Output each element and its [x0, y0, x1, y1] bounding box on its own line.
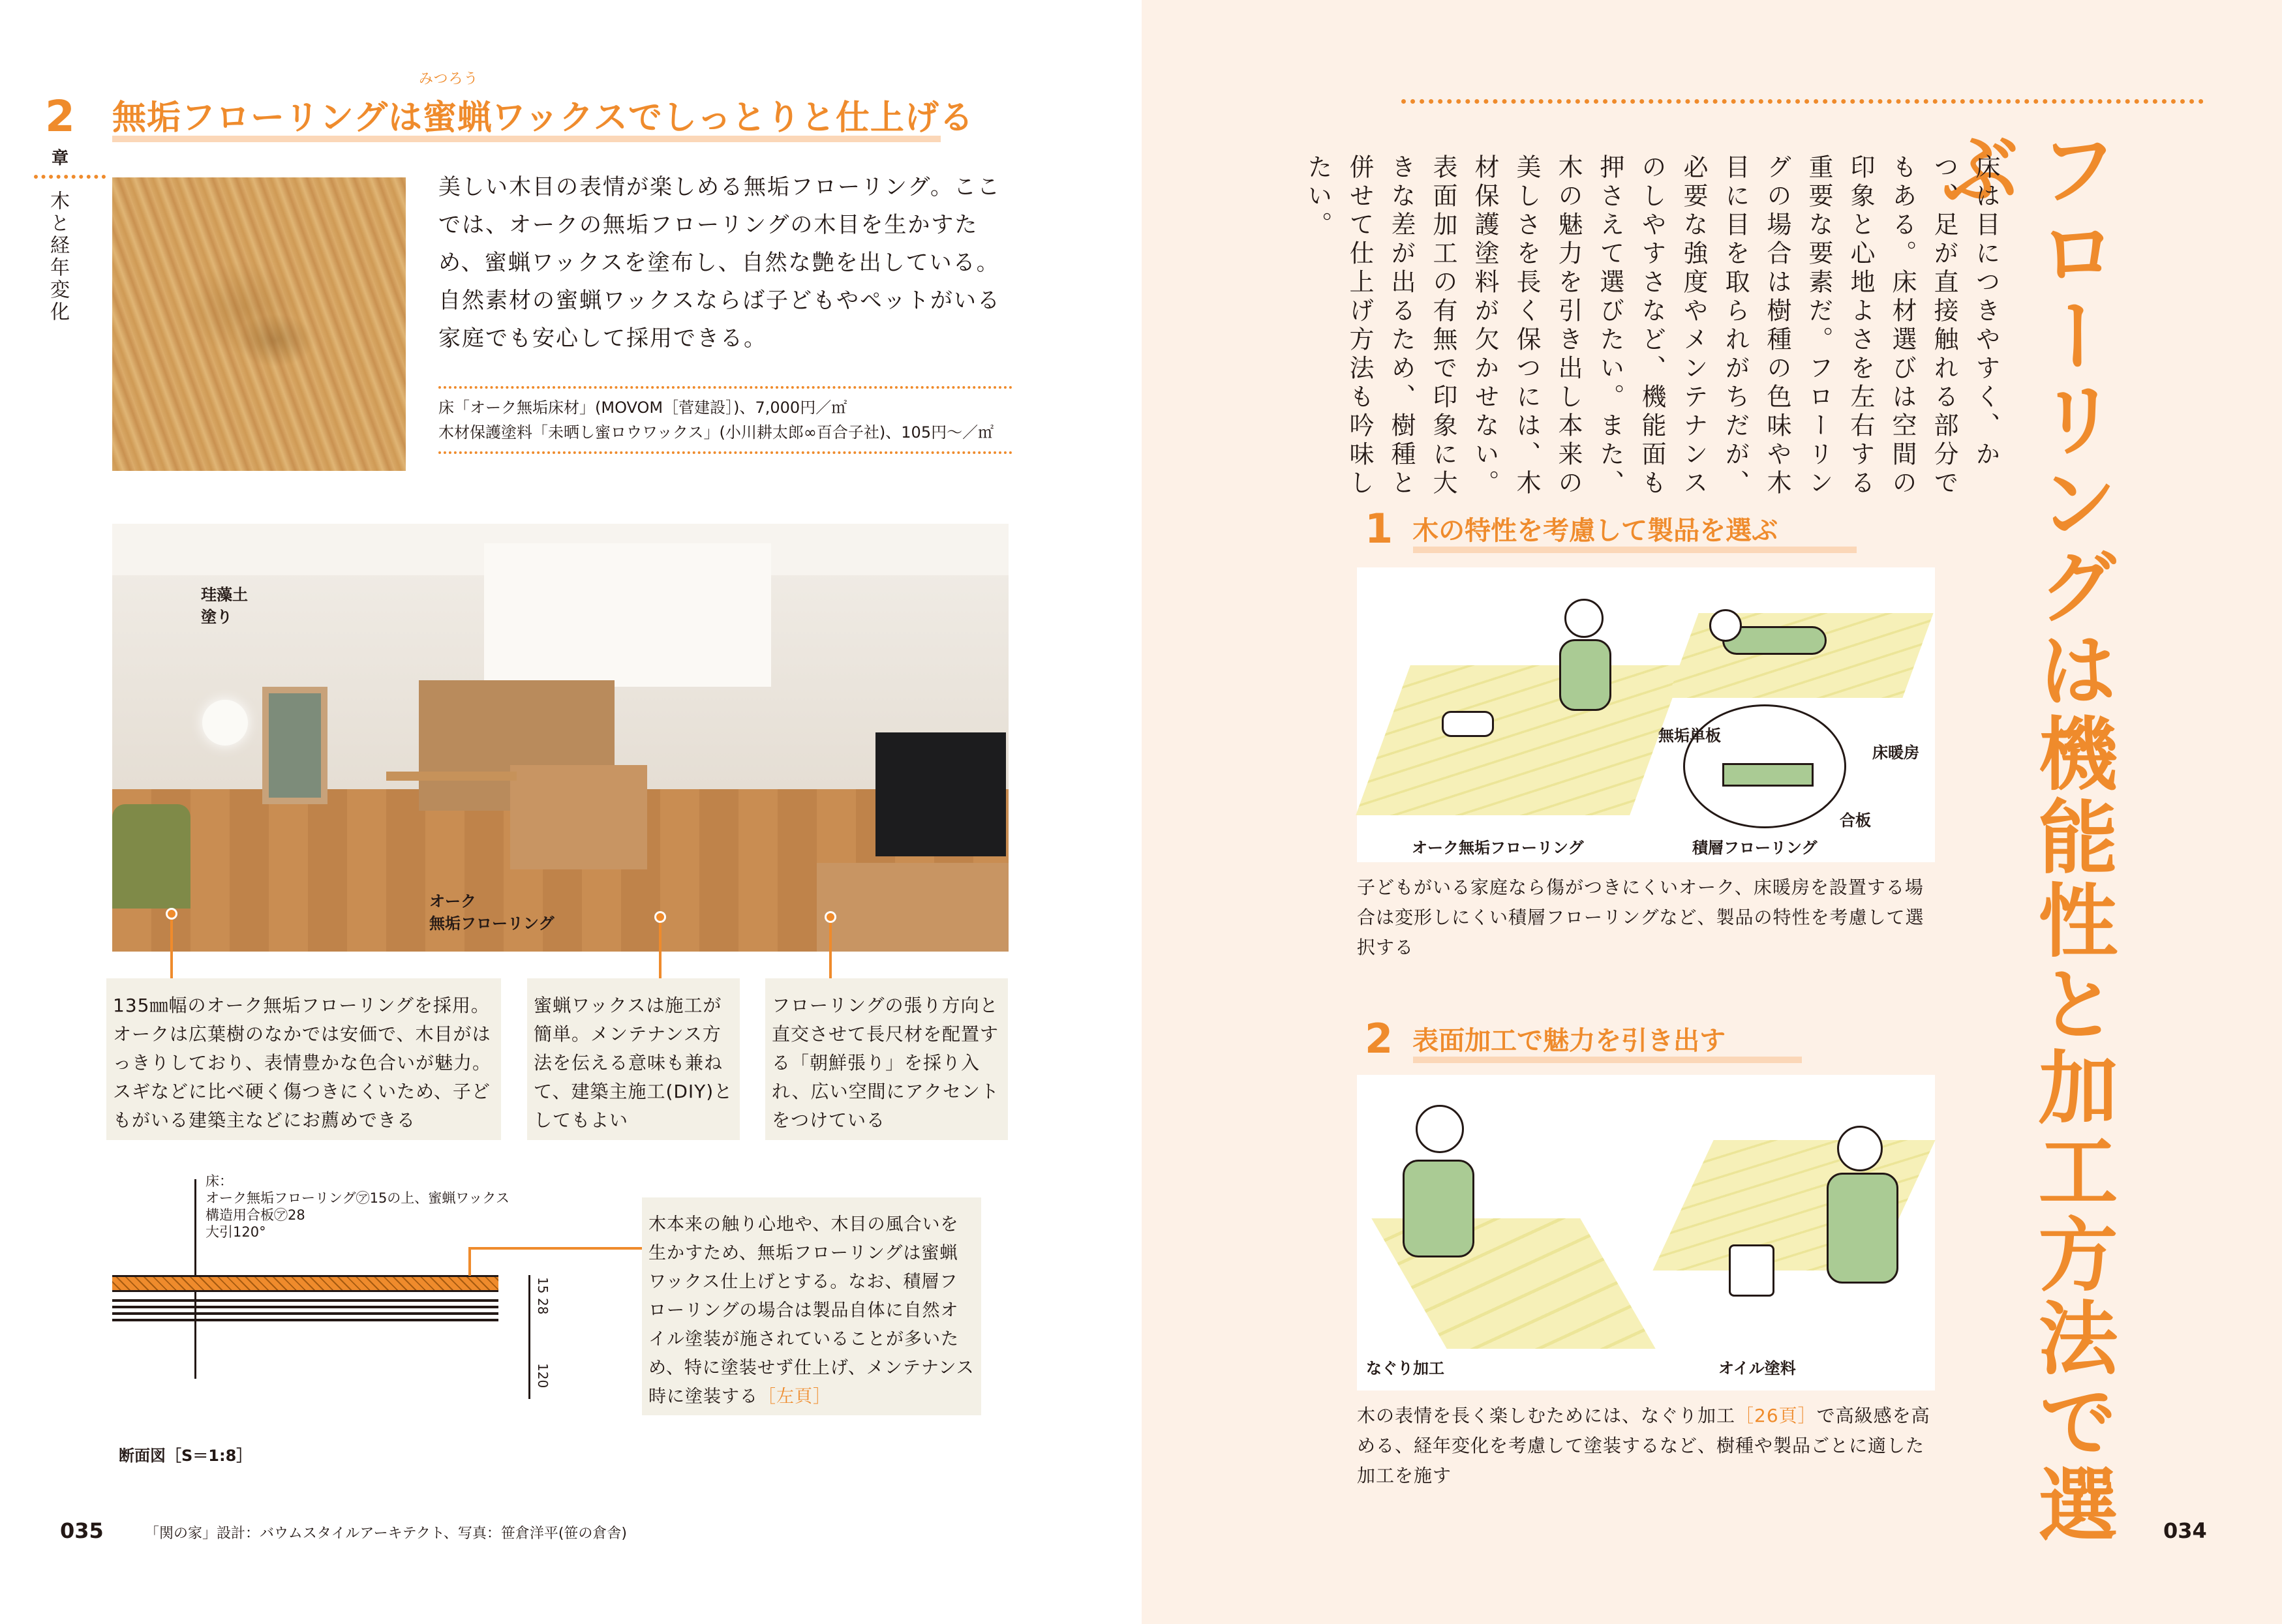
- child-figure-head: [1564, 599, 1604, 638]
- chapter-kanji: 章: [51, 149, 68, 168]
- child-figure-body: [1559, 639, 1611, 711]
- label-oak-flooring: オーク無垢フローリング: [1412, 839, 1584, 857]
- spec-line-coating: 木材保護塗料「未晒し蜜ロウワックス」(小川耕太郎∞百合子社)、105円〜／㎡: [438, 423, 994, 442]
- spec-box: [438, 386, 1012, 454]
- laminate-layer-illus: [1722, 763, 1814, 787]
- photo-credits: 「関の家」設計：バウムスタイルアーキテクト、写真：笹倉洋平(笹の倉舎): [145, 1526, 627, 1542]
- note-box-3: フローリングの張り方向と直交させて長尺材を配置する「朝鮮張り」を採り入れ、広い空間にアクセントをつけている: [765, 978, 1008, 1140]
- sub2-description: [1357, 1401, 1938, 1491]
- section-labels: [205, 1173, 510, 1241]
- note-dot-3: [825, 911, 836, 923]
- photo-table: [386, 772, 517, 781]
- note-pointer-3: [829, 916, 832, 978]
- photo-window: [262, 687, 327, 804]
- label-wall: 珪藻土 塗り: [201, 586, 248, 626]
- note-pointer-2: [659, 916, 662, 978]
- room-photo: [112, 524, 1009, 952]
- label-oil-paint: オイル塗料: [1718, 1359, 1796, 1377]
- sub2-number: 2: [1365, 1015, 1393, 1062]
- carver-figure-body: [1403, 1160, 1474, 1257]
- note-box-2: 蜜蝋ワックスは施工が簡単。メンテナンス方法を伝える意味も兼ねて、建築主施工(DIY)としてもよい: [527, 978, 740, 1140]
- label-naguri: なぐり加工: [1366, 1359, 1444, 1377]
- carver-figure-head: [1416, 1105, 1464, 1153]
- sub1-heading: [1365, 505, 1778, 552]
- label-yuka-danbou: 床暖房: [1872, 744, 1919, 762]
- spec-line-floor: 床「オーク無垢床材」(MOVOM［菅建設］)、7,000円／㎡: [438, 398, 847, 417]
- note-box-1: 135㎜幅のオーク無垢フローリングを採用。オークは広葉樹のなかでは安価で、木目がはっきりしており、表情豊かな色合いが魅力。スギなどに比べ硬く傷つきにくいため、子どもがいる建築主などにお薦めできる: [106, 978, 501, 1140]
- plywood-layer-3: [112, 1312, 498, 1315]
- photo-loft: [484, 543, 771, 687]
- section-caption: 断面図［S＝1:8］: [119, 1447, 252, 1465]
- label-laminate-flooring: 積層フローリング: [1692, 839, 1818, 857]
- section-note-ref: ［左頁］: [758, 1387, 831, 1407]
- section-note: [642, 1197, 981, 1415]
- right-page-body: 床は目につきやすく、かつ、足が直接触れる部分でもある。床材選びは空間の印象と心地よさを左右する重要な要素だ。フローリングの場合は樹種の色味や木目に目を取られがちだが、必要な強度やメンテナンスのしやすさなど、機能面も押さえて選びたい。また、木の魅力を引き出し本来の美しさを長く保つには、木材保護塗料が欠かせない。表面加工の有無で印象に大きな差が出るため、樹種と併せて仕上げ方法も吟味したい。: [1303, 154, 2000, 498]
- photo-tv-stand: [817, 863, 1009, 952]
- oak-floor-illus: [1356, 665, 1684, 815]
- sub2-desc-post: で高級感を高める、経年変化を考慮して塗装するなど、樹種や製品ごとに適した加工を施す: [1357, 1405, 1930, 1486]
- plywood-layer-2: [112, 1306, 498, 1308]
- photo-sofa: [112, 804, 190, 909]
- oak-flooring-layer: [112, 1275, 498, 1292]
- oil-can-illus: [1729, 1244, 1774, 1297]
- section-label-plywood: 構造用合板㋐28: [205, 1207, 305, 1223]
- sub2-desc-pre: 木の表情を長く楽しむためには、なぐり加工: [1357, 1405, 1736, 1426]
- dim-15: 15: [535, 1277, 551, 1294]
- dim-28: 28: [535, 1298, 551, 1315]
- photo-lamp: [202, 700, 248, 745]
- lying-figure-head: [1709, 609, 1742, 642]
- dim-120: 120: [535, 1363, 551, 1389]
- sub1-title: 木の特性を考慮して製品を選ぶ: [1412, 516, 1778, 546]
- label-floor: オーク 無垢フローリング: [429, 892, 555, 933]
- page-number-right: 034: [2163, 1518, 2207, 1543]
- wood-grain-photo: [112, 177, 406, 471]
- dimension-line: [528, 1275, 530, 1399]
- section-note-pointer-drop: [468, 1247, 471, 1276]
- sub2-title: 表面加工で魅力を引き出す: [1412, 1026, 1726, 1056]
- chapter-number: 2: [45, 91, 75, 142]
- label-muku-tanpan: 無垢単板: [1658, 727, 1721, 745]
- section-title-ruby: みつろう: [419, 71, 479, 87]
- chapter-divider: [34, 175, 106, 179]
- photo-tv: [875, 732, 1006, 856]
- section-title-text: 無垢フローリングは蜜蝋ワックスでしっとりと仕上げる: [112, 98, 974, 138]
- plywood-layer-4: [112, 1319, 498, 1321]
- section-title: [112, 71, 974, 139]
- note-pointer-1: [170, 913, 173, 978]
- painter-figure-head: [1837, 1126, 1883, 1171]
- section-label-joist: 大引120°: [205, 1224, 266, 1240]
- section-note-text: 木本来の触り心地や、木目の風合いを生かすため、無垢フローリングは蜜蝋ワックス仕上げとする。なお、積層フローリングの場合は製品自体に自然オイル塗装が施されていることが多いため、特に塗装せず仕上げ、メンテナンス時に塗装する: [648, 1214, 975, 1407]
- illus-products: [1357, 567, 1935, 862]
- plywood-layer-1: [112, 1299, 498, 1302]
- right-page-divider: [1401, 99, 2204, 104]
- label-gouban: 合板: [1840, 811, 1871, 830]
- right-page-title: フローリングは機能性と加工方法で選ぶ: [1927, 128, 2118, 1547]
- sub1-number: 1: [1365, 505, 1393, 552]
- section-note-pointer: [468, 1247, 643, 1250]
- note-dot-1: [166, 908, 177, 920]
- intro-text: 美しい木目の表情が楽しめる無垢フローリング。ここでは、オークの無垢フローリングの木目を生かすため、蜜蝋ワックスを塗布し、自然な艶を出している。自然素材の蜜蝋ワックスならば子どもやペットがいる家庭でも安心して採用できる。: [438, 174, 1001, 352]
- section-label-oak: オーク無垢フローリング㋐15の上、蜜蝋ワックス: [205, 1190, 510, 1206]
- section-label-floor: 床：: [205, 1173, 233, 1189]
- chapter-title: 木と経年変化: [46, 190, 69, 323]
- toy-car-illus: [1442, 711, 1494, 737]
- sub2-desc-ref: ［26頁］: [1735, 1405, 1817, 1426]
- photo-counter: [510, 765, 647, 869]
- note-dot-2: [654, 911, 666, 923]
- sub2-heading: [1365, 1015, 1726, 1062]
- page-number-left: 035: [60, 1518, 104, 1543]
- painter-figure-body: [1827, 1173, 1898, 1284]
- sub1-description: 子どもがいる家庭なら傷がつきにくいオーク、床暖房を設置する場合は変形しにくい積層フローリングなど、製品の特性を考慮して選択する: [1357, 877, 1924, 958]
- illus-finishing: [1357, 1075, 1935, 1391]
